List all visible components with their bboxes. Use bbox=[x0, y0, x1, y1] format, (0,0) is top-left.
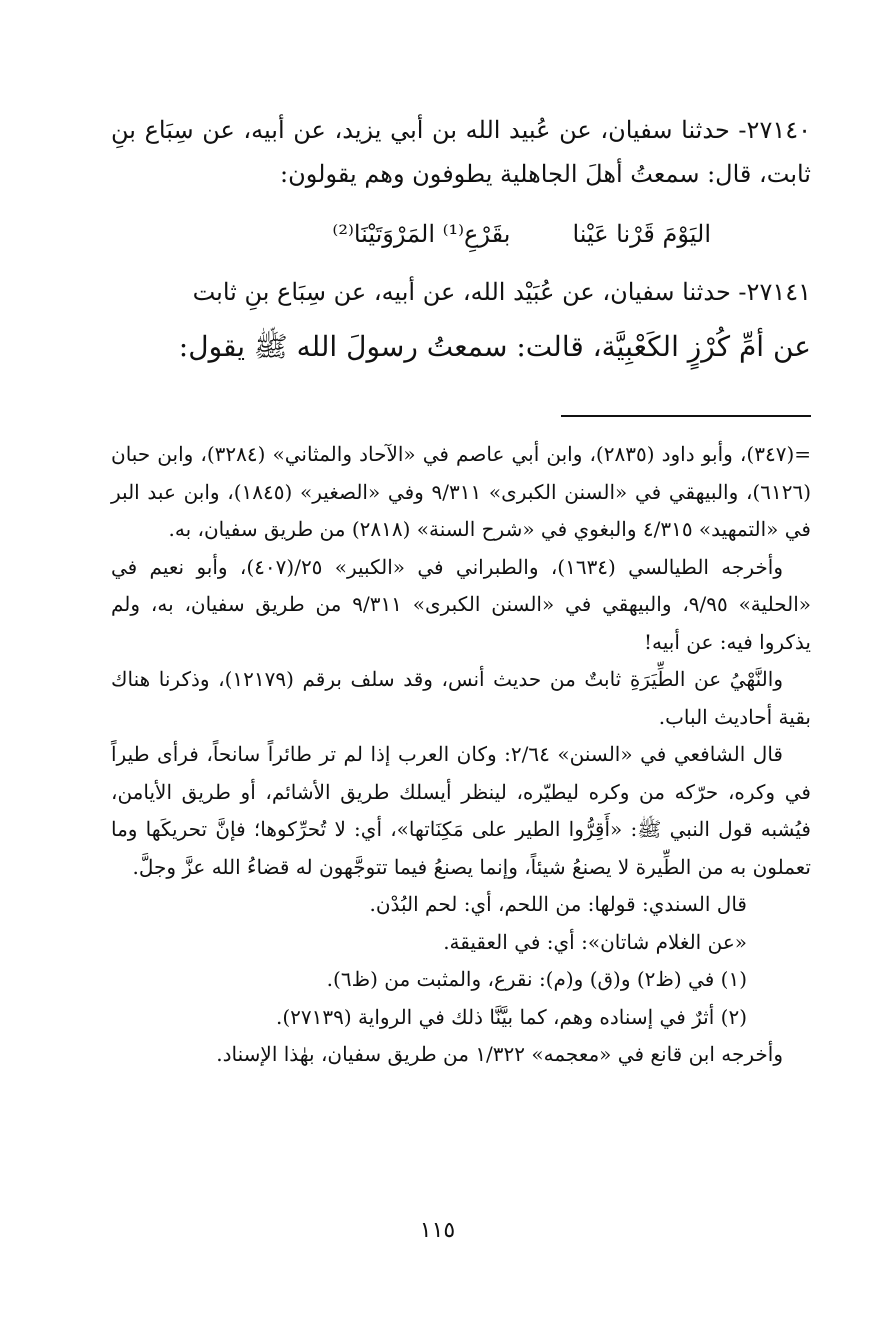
hadith-27140: ٢٧١٤٠- حدثنا سفيان، عن عُبيد الله بن أبي يزيد، عن أبيه، عن سِبَاع بنِ ثابت، قال: سمعتُ أهلَ الجاهلية يطوفون وهم يقولون: bbox=[111, 116, 811, 188]
poetry-verse bbox=[111, 212, 811, 256]
hadith-27141-line-1: ٢٧١٤١- حدثنا سفيان، عن عُبَيْد الله، عن أبيه، عن سِبَاع بنِ ثابت bbox=[192, 278, 811, 306]
main-text bbox=[111, 108, 811, 374]
note-paragraph-2: وأخرجه الطيالسي (١٦٣٤)، والطبراني في «الكبير» ٢٥/(٤٠٧)، وأبو نعيم في «الحلية» ٩/٩٥، والبيهقي في «السنن الكبرى» ٩/٣١١ من طريق سفيان، به، ولم يذكروا فيه: عن أبيه! bbox=[111, 554, 811, 654]
note-paragraph-1: =(٣٤٧)، وأبو داود (٢٨٣٥)، وابن أبي عاصم في «الآحاد والمثاني» (٣٢٨٤)، وابن حبان (٦١٢٦)، والبيهقي في «السنن الكبرى» ٩/٣١١ وفي «الصغير» (١٨٤٥)، وابن عبد البر في «التمهيد» ٤/٣١٥ والبغوي في «شرح السنة» (٢٨١٨) من طريق سفيان، به. bbox=[111, 442, 811, 541]
hadith-27141-line-2: عن أمِّ كُرْزٍ الكَعْبِيَّة، قالت: سمعتُ رسولَ الله ﷺ يقول: bbox=[178, 330, 811, 363]
note-paragraph-6: «عن الغلام شاتان»: أي: في العقيقة. bbox=[443, 929, 747, 954]
note-paragraph-7: وأخرجه ابن قانع في «معجمه» ١/٣٢٢ من طريق سفيان، بهٰذا الإسناد. bbox=[216, 1042, 783, 1066]
note-paragraph-3: والنَّهْيُ عن الطِّيَرَةِ ثابتٌ من حديث أنس، وقد سلف برقم (١٢١٧٩)، وذكرنا هناك بقية أحاديث الباب. bbox=[111, 667, 811, 729]
verse-hemistich-first: اليَوْمَ قَرْنا عَيْنا bbox=[572, 220, 711, 248]
page-number: ١١٥ bbox=[419, 1218, 456, 1243]
verse-hemistich-second: بقَرْعِ⁽¹⁾ المَرْوَتَيْنَا⁽²⁾ bbox=[332, 220, 511, 248]
footnotes bbox=[111, 436, 811, 1074]
footnote-2: (٢) أثرٌ في إسناده وهم، كما بيَّنَّا ذلك في الرواية (٢٧١٣٩). bbox=[275, 1004, 747, 1029]
note-paragraph-5: قال السندي: قولها: من اللحم، أي: لحم البُدْن. bbox=[369, 892, 747, 916]
footnote-separator bbox=[561, 415, 811, 417]
footnote-1: (١) في (ظ٢) و(ق) و(م): نقرع، والمثبت من (ظ٦). bbox=[326, 967, 747, 991]
note-paragraph-4: قال الشافعي في «السنن» ٢/٦٤: وكان العرب إذا لم تر طائراً سانحاً، فرأى طيراً في وكره، حرّكه من وكره ليطيّره، لينظر أيسلك طريق الأشائم، أو طريق الأيامن، فيُشبه قول النبي ﷺ: «أَقِرُّوا الطير على مَكِنَاتها»، أي: لا تُحرِّكوها؛ فإنَّ تحريكَها وما تعملون به من الطِّيرة لا يصنعُ شيئاً، وإنما يصنعُ فيما تتوجَّهون له قضاءُ الله عزَّ وجلَّ. bbox=[111, 742, 811, 879]
